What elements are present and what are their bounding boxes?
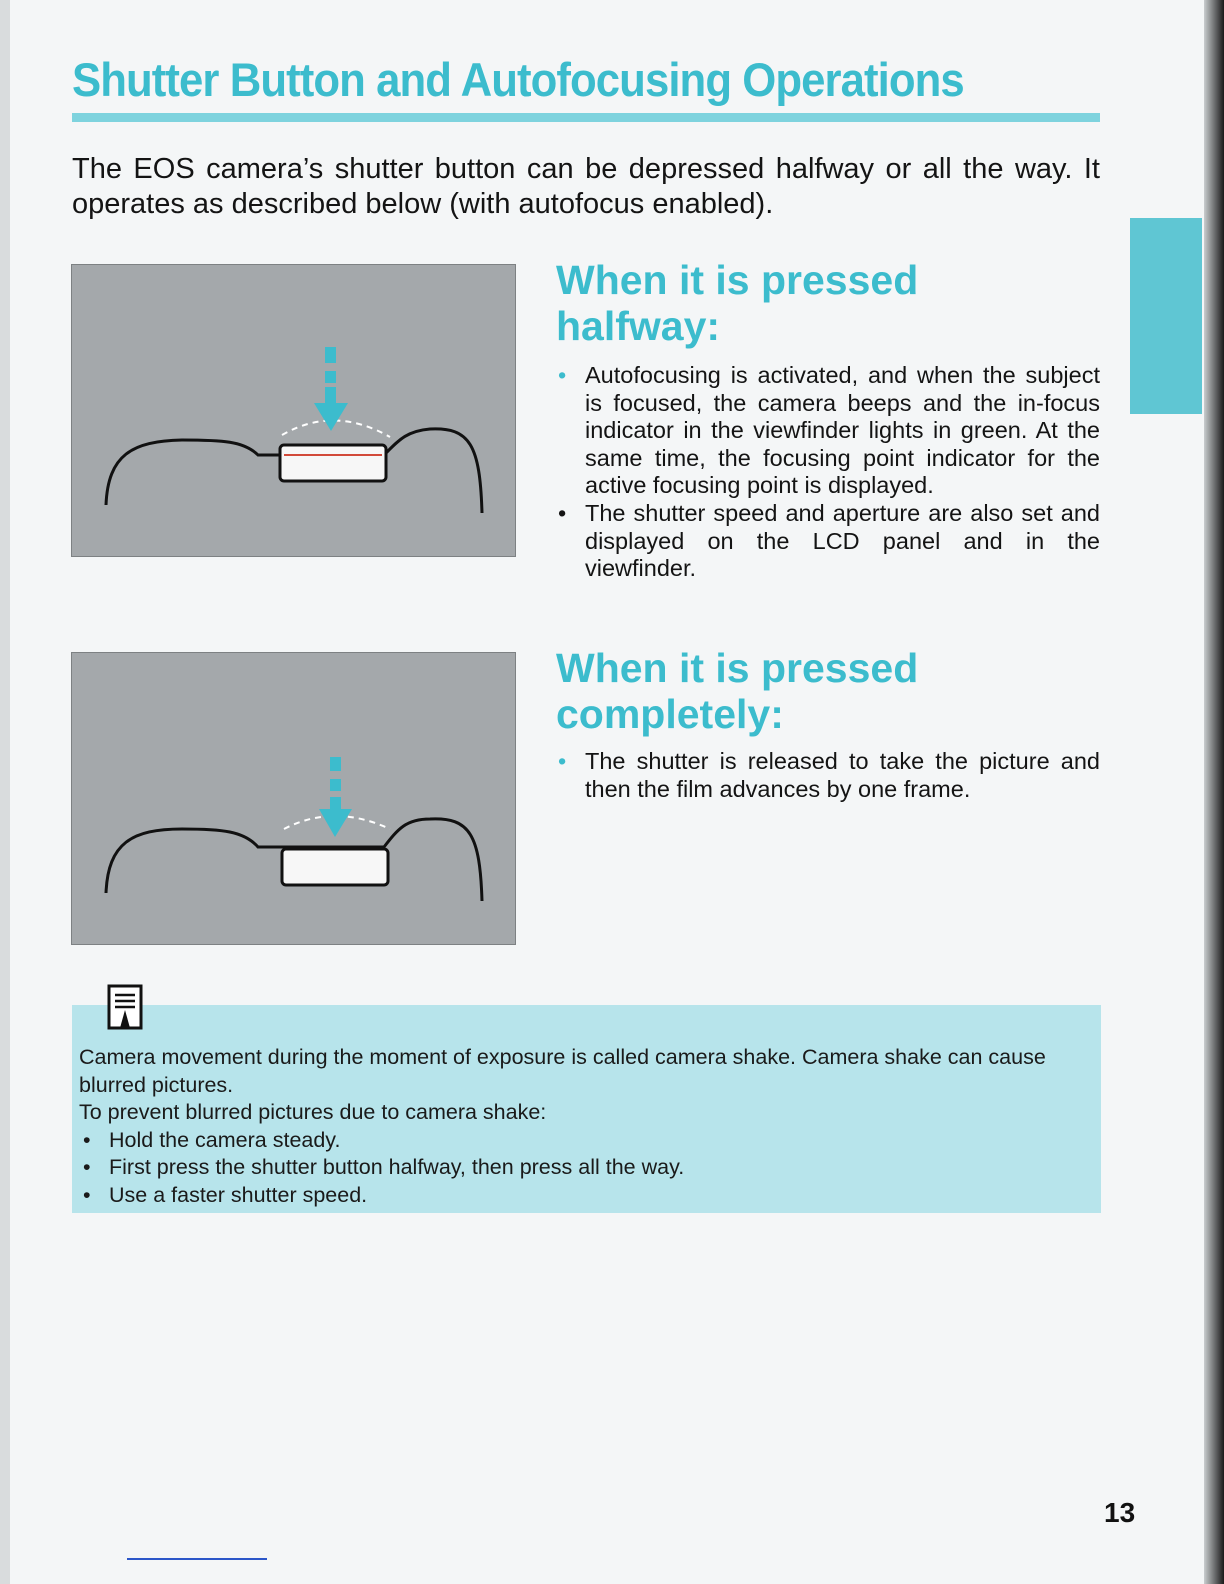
section-heading-halfway: When it is pressed halfway: — [556, 257, 919, 349]
list-item: • The shutter is released to take the picture and then the film advances by one frame. — [558, 748, 1100, 802]
diagram-complete-press — [71, 652, 516, 945]
shutter-complete-illustration — [72, 653, 516, 945]
list-item: • The shutter speed and aperture are also set and displayed on the LCD panel and in the viewfinder. — [558, 499, 1100, 582]
list-item: • Use a faster shutter speed. — [83, 1182, 368, 1207]
halfway-bullet-list — [556, 362, 1100, 583]
completely-bullet-list — [556, 748, 1100, 803]
section-tab-marker — [1130, 218, 1202, 414]
list-item: • Autofocusing is activated, and when the subject is focused, the camera beeps and the in-focus indicator in the viewfinder lights in green. At the same time, the focusing point indicator for the active focusing point is displayed. — [558, 362, 1100, 499]
note-text — [79, 1044, 1095, 1210]
intro-paragraph: The EOS camera’s shutter button can be depressed halfway or all the way. It operates as described below (with autofocus enabled). — [72, 153, 1100, 220]
memo-icon — [107, 984, 143, 1030]
arrow-dash-2 — [330, 779, 341, 791]
travel-arc — [282, 420, 390, 437]
shutter-halfway-illustration — [72, 265, 516, 557]
title-underline — [72, 113, 1100, 122]
note-line-2: To prevent blurred pictures due to camera shake: — [79, 1100, 547, 1125]
arrow-dash-1 — [325, 347, 336, 363]
page-edge-right — [1204, 0, 1224, 1584]
diagram-halfway-press — [71, 264, 516, 557]
arrow-dash-2 — [325, 371, 336, 383]
bottom-rule — [127, 1558, 267, 1560]
note-bullet-list — [79, 1127, 1095, 1210]
shutter-button-shape — [282, 849, 388, 885]
list-item: • Hold the camera steady. — [83, 1127, 341, 1152]
down-arrow-icon — [314, 403, 348, 431]
page-number: 13 — [1104, 1497, 1136, 1528]
arrow-dash-1 — [330, 757, 341, 771]
page-title: Shutter Button and Autofocusing Operations — [72, 53, 964, 106]
arrow-shaft — [330, 797, 341, 809]
note-line-1: Camera movement during the moment of exposure is called camera shake. Camera shake can cause blurred pictures. — [79, 1045, 1046, 1097]
list-item: • First press the shutter button halfway, then press all the way. — [83, 1155, 685, 1180]
down-arrow-icon — [319, 809, 352, 837]
section-heading-completely: When it is pressed completely: — [556, 645, 919, 737]
arrow-shaft — [325, 387, 336, 403]
page-edge-left — [0, 0, 10, 1584]
shutter-button-shape — [280, 445, 386, 481]
